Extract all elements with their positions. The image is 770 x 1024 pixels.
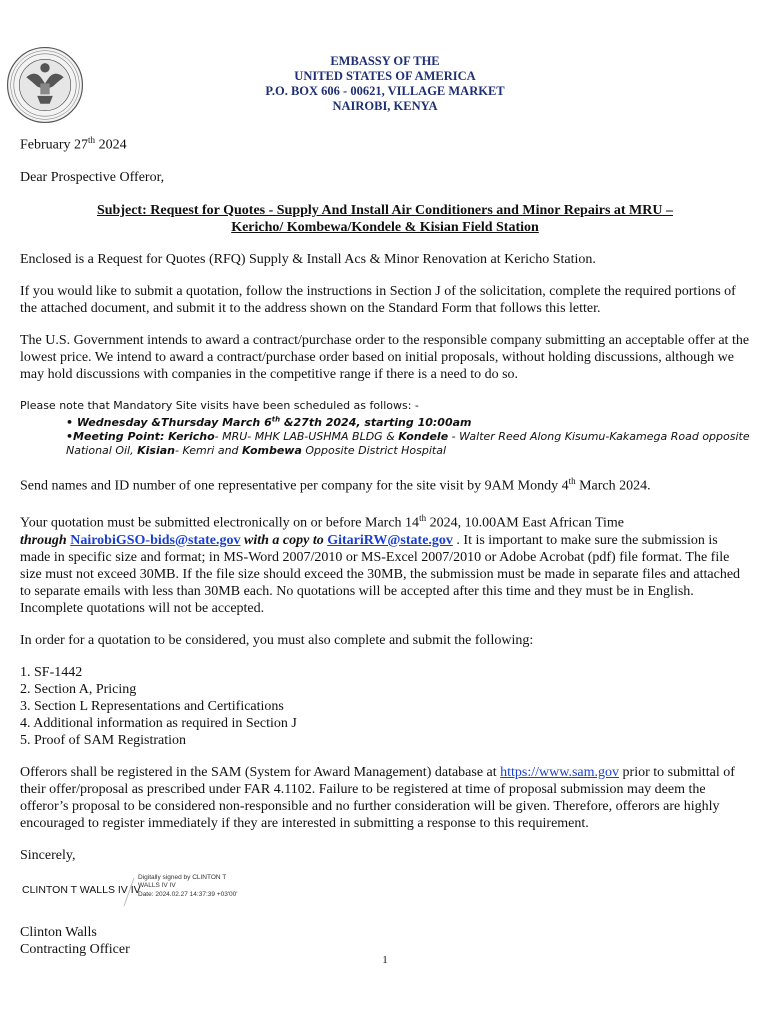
letter-body (20, 128, 750, 958)
site-visit-dates: • Wednesday &Thursday March 6th &27th 2024, starting 10:00am (66, 415, 472, 430)
letterhead-line: NAIROBI, KENYA (332, 99, 438, 113)
site-visit-meeting-point: •Meeting Point: Kericho- MRU- MHK LAB-USHMA BLDG & Kondele - Walter Reed Along Kisumu-Kakamega Road opposite National Oil, Kisian- Kemri and Kombewa Opposite District Hospital (66, 430, 750, 458)
list-item: 5. Proof of SAM Registration (20, 732, 187, 748)
list-item: 4. Additional information as required in Section J (20, 715, 297, 731)
closing (20, 924, 750, 958)
paragraph-award: The U.S. Government intends to award a contract/purchase order to the responsible company submitting an acceptable offer at the lowest price. We intend to award a contract/purchase order based on initial proposals, without holding discussions, although we may hold discussions with companies in the competitive range if there is a need to do so. (20, 332, 750, 382)
paragraph-sam: Offerors shall be registered in the SAM (System for Award Management) database at https://www.sam.gov prior to submittal of their offer/proposal as prescribed under FAR 4.1102. Failure to be registered at time of proposal submission may deem the offeror’s proposal to be considered non-responsible and no further consideration will be given. Therefore, offerors are highly encouraged to register immediately if they are interested in submitting a response to this requirement. (20, 764, 735, 831)
email-link-nairobi-gso[interactable]: NairobiGSO-bids@state.gov (70, 532, 241, 548)
sam-gov-link[interactable]: https://www.sam.gov (500, 764, 620, 780)
salutation: Dear Prospective Offeror, (20, 169, 165, 185)
letterhead-line: EMBASSY OF THE (330, 54, 440, 68)
page-number: 1 (382, 954, 388, 966)
list-item: 3. Section L Representations and Certifications (20, 698, 284, 714)
paragraph-submission: Your quotation must be submitted electronically on or before March 14th 2024, 10.00AM East African Time through NairobiGSO-bids@state.gov with a copy to GitariRW@state.gov . It is important to make sure the submission is made in specific size and format; in MS-Word 2007/2010 or MS-Excel 2007/2010 or Adobe Acrobat (pdf) file format. The file size must not exceed 30MB. If the file size should exceed the 30MB, the submission must be made in separate files and attached to separate emails with less than 30MB each. No quotations will be accepted after this time and they must be in English. Incomplete quotations will not be accepted. (20, 512, 741, 616)
letterhead-line: UNITED STATES OF AMERICA (294, 69, 476, 83)
email-link-gitari[interactable]: GitariRW@state.gov (327, 532, 453, 548)
signer-name: Clinton Walls (20, 924, 97, 940)
sincerely: Sincerely, (20, 847, 76, 863)
signature-stroke-icon (122, 876, 136, 908)
signer-title: Contracting Officer (20, 941, 130, 957)
letter-date: February 27th 2024 (20, 135, 127, 153)
signature-name: CLINTON T WALLS IV IV (22, 883, 141, 896)
list-item: 1. SF-1442 (20, 664, 83, 680)
letterhead-line: P.O. BOX 606 - 00621, VILLAGE MARKET (265, 84, 505, 98)
signature-details: Digitally signed by CLINTON T WALLS IV IV Date: 2024.02.27 14:37:39 +03'00' (138, 873, 238, 898)
paragraph-instructions: If you would like to submit a quotation, follow the instructions in Section J of the solicitation, complete the required portions of the attached document, and submit it to the address shown on the Standard Form that follows this letter. (20, 283, 736, 316)
subject-line: Subject: Request for Quotes - Supply And Install Air Conditioners and Minor Repairs at MRU – Kericho/ Kombewa/Kondele & Kisian Field Station (96, 202, 673, 235)
digital-signature (20, 874, 750, 910)
paragraph-requirements-intro: In order for a quotation to be considered, you must also complete and submit the following: (20, 632, 534, 648)
site-visit-intro: Please note that Mandatory Site visits have been scheduled as follows: - (20, 398, 419, 412)
letterhead (0, 54, 770, 114)
site-visit-note (20, 398, 750, 459)
paragraph-site-visit-names: Send names and ID number of one representative per company for the site visit by 9AM Mondy 4th March 2024. (20, 476, 651, 494)
requirements-list (20, 664, 750, 749)
list-item: 2. Section A, Pricing (20, 681, 137, 697)
paragraph-enclosed: Enclosed is a Request for Quotes (RFQ) Supply & Install Acs & Minor Renovation at Kericho Station. (20, 251, 596, 267)
